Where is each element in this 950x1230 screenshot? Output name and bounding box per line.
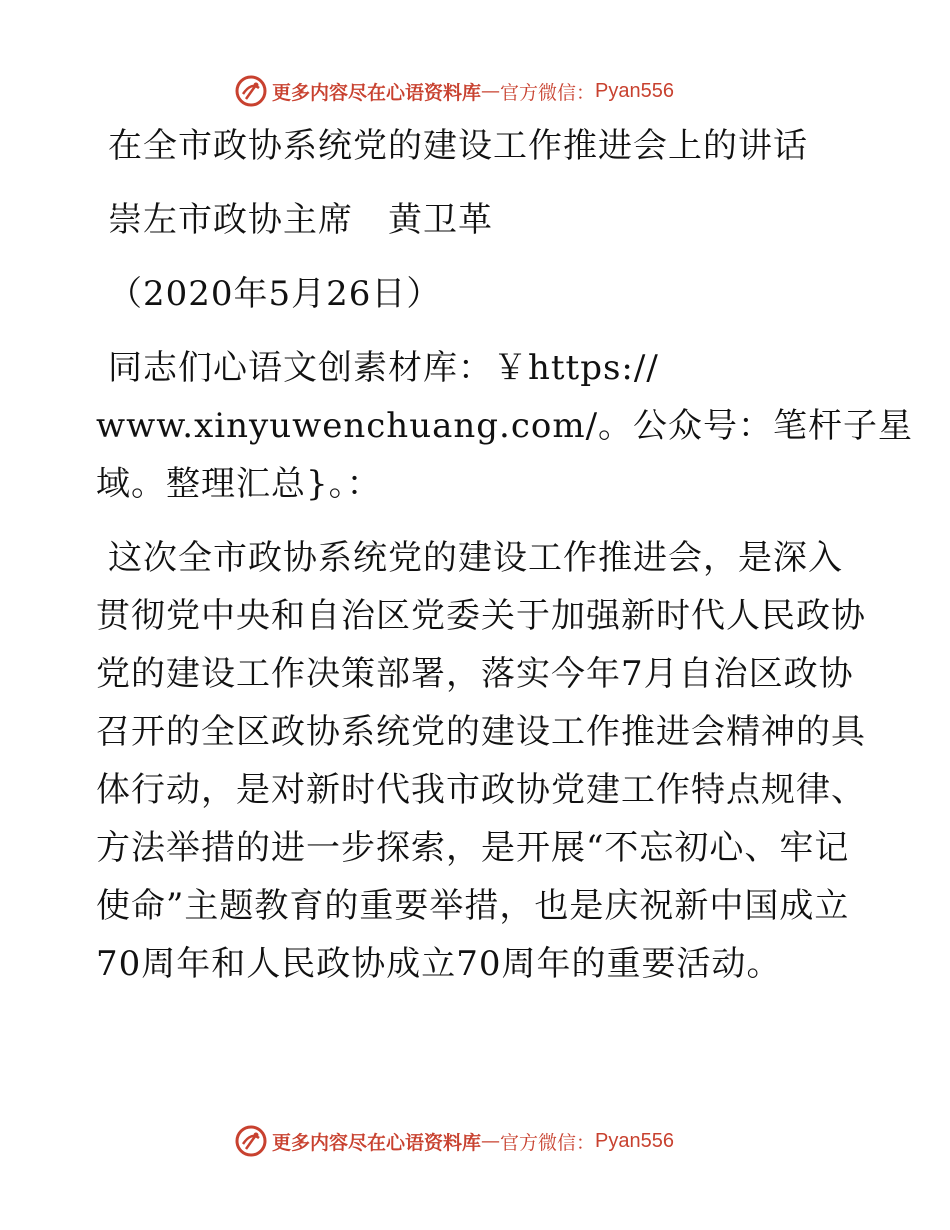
seal-icon — [234, 1124, 268, 1158]
document-title: 在全市政协系统党的建设工作推进会上的讲话 — [108, 126, 808, 166]
watermark-wechat-id: Pyan556 — [595, 79, 674, 102]
watermark-lead-text: 更多内容尽在心语资料库 — [272, 1131, 482, 1154]
salutation-line: 域。整理汇总}。： — [96, 464, 382, 504]
paragraph-line: 贯彻党中央和自治区党委关于加强新时代人民政协 — [96, 596, 866, 636]
salutation-line: www.xinyuwenchuang.com/。公众号：笔杆子星 — [96, 406, 914, 446]
seal-icon — [234, 74, 268, 108]
paragraph-line: 这次全市政协系统党的建设工作推进会，是深入 — [108, 538, 843, 578]
paragraph-line: 体行动，是对新时代我市政协党建工作特点规律、 — [96, 770, 866, 810]
paragraph-line: 党的建设工作决策部署，落实今年7月自治区政协 — [96, 654, 854, 694]
watermark-lead-text: 更多内容尽在心语资料库 — [272, 81, 482, 104]
watermark-label: 官方微信： — [500, 81, 596, 104]
watermark-dash: — — [481, 80, 501, 102]
paragraph-line: 召开的全区政协系统党的建设工作推进会精神的具 — [96, 712, 866, 752]
watermark-wechat-id: Pyan556 — [595, 1129, 674, 1152]
date-line: （2020年5月26日） — [108, 274, 442, 314]
paragraph-line: 70周年和人民政协成立70周年的重要活动。 — [96, 944, 782, 984]
header-watermark — [234, 73, 674, 109]
speaker-line: 崇左市政协主席 黄卫革 — [108, 200, 493, 240]
salutation-line: 同志们心语文创素材库：￥https:// — [108, 348, 659, 388]
footer-watermark — [234, 1123, 674, 1159]
paragraph-line: 使命”主题教育的重要举措，也是庆祝新中国成立 — [96, 886, 850, 926]
paragraph-line: 方法举措的进一步探索，是开展“不忘初心、牢记 — [96, 828, 850, 868]
watermark-dash: — — [481, 1130, 501, 1152]
watermark-label: 官方微信： — [500, 1131, 596, 1154]
